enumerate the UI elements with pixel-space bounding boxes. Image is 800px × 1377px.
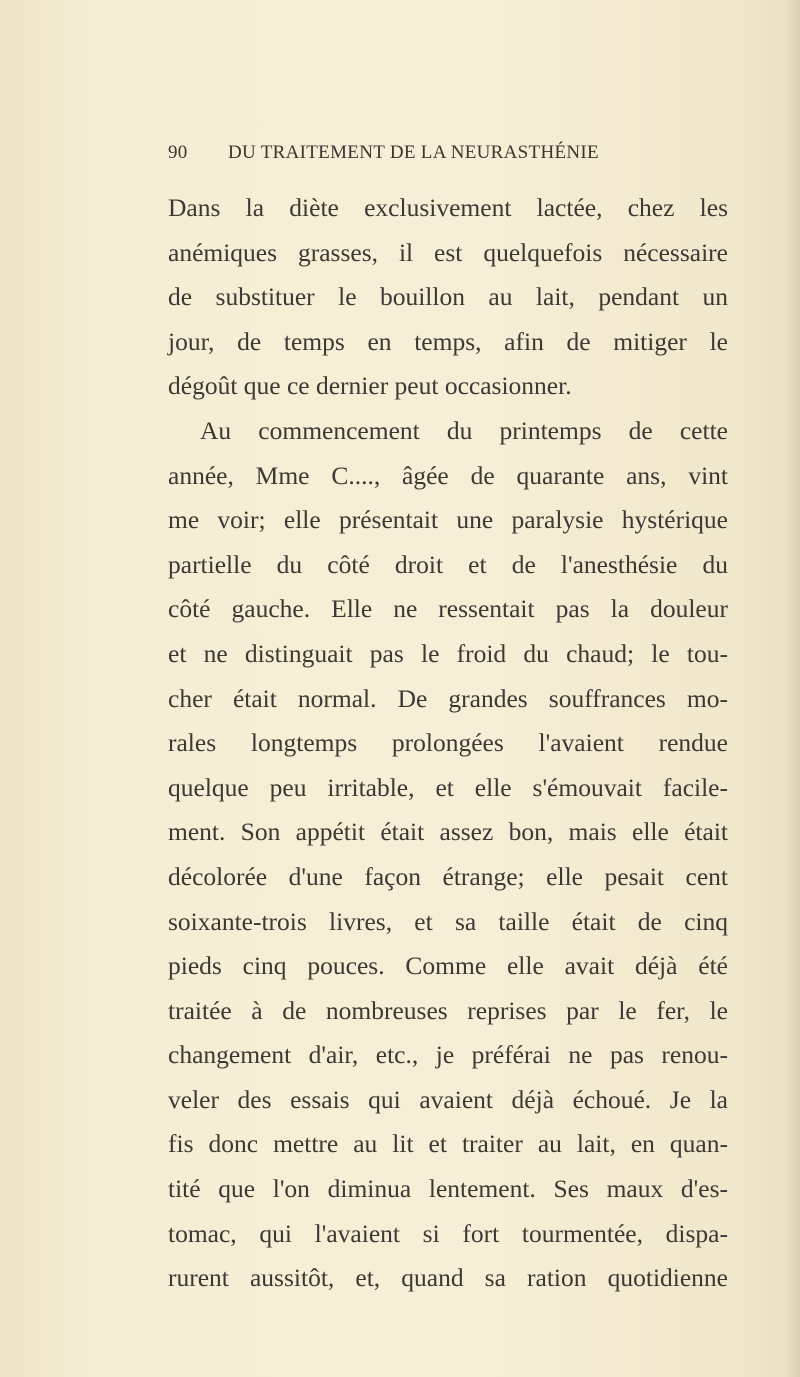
- body-text: [168, 186, 728, 1301]
- text-line: traitée à de nombreuses reprises par le fer, le: [168, 995, 728, 1025]
- text-line: partielle du côté droit et de l'anesthésie du: [168, 549, 728, 579]
- text-line: Au commencement du printemps de cette: [200, 415, 728, 445]
- text-line: année, Mme C...., âgée de quarante ans, vint: [168, 460, 728, 490]
- text-line: quelque peu irritable, et elle s'émouvait facile-: [168, 772, 728, 802]
- text-line: anémiques grasses, il est quelquefois nécessaire: [168, 237, 728, 267]
- text-line: veler des essais qui avaient déjà échoué. Je la: [168, 1084, 728, 1114]
- running-head-title: DU TRAITEMENT DE LA NEURASTHÉNIE: [228, 142, 599, 163]
- text-line: cher était normal. De grandes souffrances mo-: [168, 683, 728, 713]
- text-line: côté gauche. Elle ne ressentait pas la douleur: [168, 594, 728, 624]
- text-line: Dans la diète exclusivement lactée, chez les: [168, 193, 728, 222]
- text-line: et ne distinguait pas le froid du chaud; le tou-: [168, 638, 728, 668]
- text-line: rurent aussitôt, et, quand sa ration quotidienne: [168, 1263, 728, 1293]
- page-edge-shadow: [786, 0, 800, 1377]
- page-number: 90: [168, 142, 188, 163]
- text-line: pieds cinq pouces. Comme elle avait déjà été: [168, 951, 728, 981]
- text-line: jour, de temps en temps, afin de mitiger le: [168, 326, 728, 356]
- text-line: me voir; elle présentait une paralysie hystérique: [168, 505, 728, 535]
- text-line: changement d'air, etc., je préférai ne pas renou-: [168, 1040, 728, 1070]
- text-line: dégoût que ce dernier peut occasionner.: [168, 371, 572, 401]
- text-line: rales longtemps prolongées l'avaient rendue: [168, 728, 728, 758]
- text-line: tomac, qui l'avaient si fort tourmentée, dispa-: [168, 1218, 728, 1248]
- text-line: tité que l'on diminua lentement. Ses maux d'es-: [168, 1174, 728, 1204]
- text-line: décolorée d'une façon étrange; elle pesait cent: [168, 861, 728, 891]
- text-line: fis donc mettre au lit et traiter au lait, en quan-: [168, 1129, 728, 1159]
- text-line: de substituer le bouillon au lait, pendant un: [168, 282, 728, 312]
- text-line: ment. Son appétit était assez bon, mais elle était: [168, 817, 728, 847]
- text-line: soixante-trois livres, et sa taille était de cinq: [168, 906, 728, 936]
- running-head: [168, 142, 648, 170]
